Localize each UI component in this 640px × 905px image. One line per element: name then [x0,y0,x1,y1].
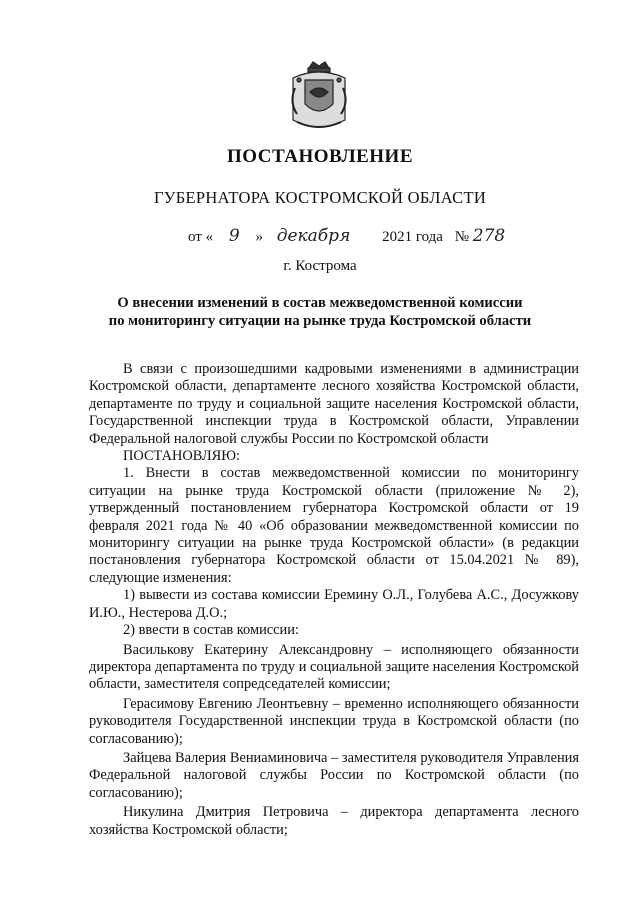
paragraph-item-1: 1. Внести в состав межведомственной комиссии по мониторингу ситуации на рынке труда Костромской области (приложение № 2), утвержденный постановлением губернатора Костромской области от 19 февраля 2021 года № 40 «Об образовании межведомственной комиссии по мониторингу ситуации на рынке труда Костромской области» (в редакции постановления губернатора Костромской области от 15.04.2021 № 89), следующие изменения: [89,465,579,586]
date-mid: » [255,229,263,245]
paragraph-decree: ПОСТАНОВЛЯЮ: [123,448,241,465]
document-heading [0,294,640,330]
heading-line-1: О внесении изменений в состав межведомственной комиссии [117,295,523,311]
date-year: 2021 года [382,229,443,245]
paragraph-preamble: В связи с произошедшими кадровыми изменениями в администрации Костромской области, департаменте лесного хозяйства Костромской области, департаменте по труду и социальной защите населения Костромской области, Государственной инспекции труда в Костромской области, Управлении Федеральной налоговой службы России по Костромской области [89,361,579,447]
paragraph-subitem-2: 2) ввести в состав комиссии: [123,622,299,639]
document-number: 278 [472,226,506,246]
date-line [188,226,505,246]
document-title: ПОСТАНОВЛЕНИЕ [226,146,414,167]
paragraph-member-vasilkova: Василькову Екатерину Александровну – исполняющего обязанности директора департамента по труду и социальной защите населения Костромской области, заместителя сопредседателей комиссии; [89,641,579,693]
city: г. Кострома [283,258,357,274]
paragraph-member-nikulin: Никулина Дмитрия Петровича – директора департамента лесного хозяйства Костромской области; [89,804,579,838]
document-body [89,361,579,839]
coat-of-arms-icon [283,58,355,138]
paragraph-member-zaytsev: Зайцева Валерия Вениаминовича – заместителя руководителя Управления Федеральной налоговой службы России по Костромской области (по согласованию); [89,749,579,801]
date-month: декабря [276,226,351,246]
paragraph-subitem-1: 1) вывести из состава комиссии Еремину О.Л., Голубева А.С., Досужкову И.Ю., Нестерова Д.О.; [89,587,579,621]
heading-line-2: по мониторингу ситуации на рынке труда Костромской области [108,313,532,329]
document-subtitle: ГУБЕРНАТОРА КОСТРОМСКОЙ ОБЛАСТИ [153,188,487,207]
date-prefix: от « [188,229,214,245]
paragraph-member-gerasimova: Герасимову Евгению Леонтьевну – временно исполняющего обязанности руководителя Государственной инспекции труда в Костромской области (по согласованию); [89,695,579,747]
date-day: 9 [228,226,240,246]
number-sign: № [454,229,470,245]
